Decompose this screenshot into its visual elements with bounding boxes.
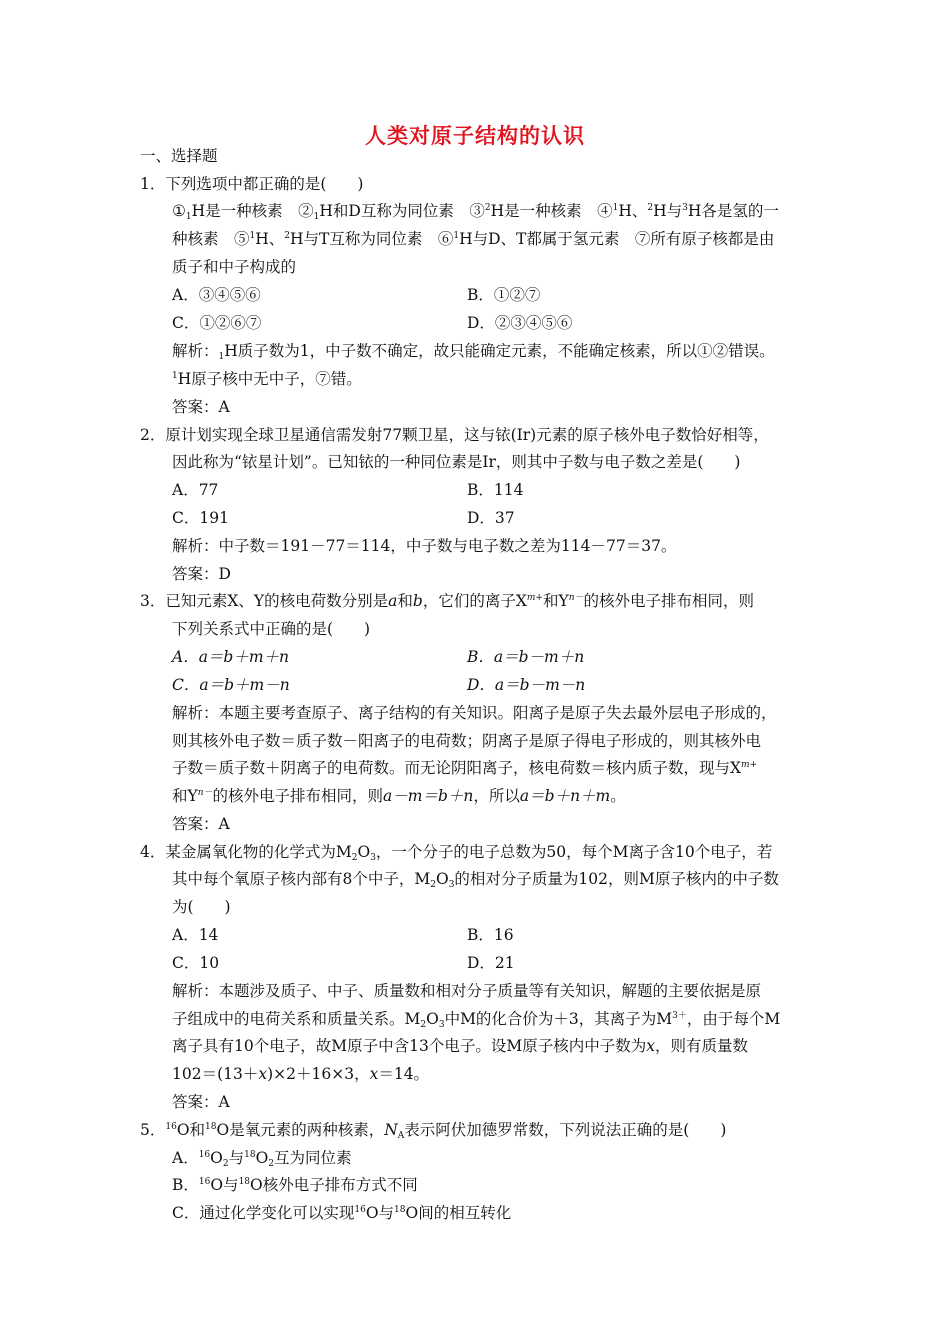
question-3-option-c: C．a＝b＋m－n (172, 676, 290, 694)
question-3-option-d: D．a＝b－m－n (467, 676, 586, 694)
question-4-option-a: A．14 (172, 926, 219, 944)
question-2-option-a: A．77 (172, 481, 219, 499)
page-title: 人类对原子结构的认识 (365, 123, 585, 148)
question-4-stem-line-1: 4．某金属氧化物的化学式为$M_2O_3$，一个分子的电子总数为50，每个M离子含10个电子，若 (140, 843, 773, 863)
section-heading: 一、选择题 (140, 147, 218, 165)
question-1-option-b: B．①②⑦ (467, 286, 541, 304)
question-3-explanation-line-3: 子数＝质子数＋阴离子的电荷数。而无论阴阳离子，核电荷数＝核内质子数，现与$X^{m+}$ (172, 759, 758, 777)
question-4-explanation-line-2: 子组成中的电荷关系和质量关系。$M_2O_3$中M的化合价为＋3，其离子为$M^{3+}$，由于每个M (172, 1010, 781, 1030)
question-3-option-a: A．a＝b＋m＋n (172, 648, 290, 666)
question-2-answer: 答案：D (172, 565, 231, 583)
question-1-option-d: D．②③④⑤⑥ (467, 314, 573, 332)
question-3-explanation-line-1: 解析：本题主要考查原子、离子结构的有关知识。阳离子是原子失去最外层电子形成的， (172, 704, 777, 722)
question-5-option-b: B．$^{16}$O与$^{18}$O核外电子排布方式不同 (172, 1176, 418, 1194)
question-1-answer: 答案：A (172, 398, 230, 416)
question-2-explanation: 解析：中子数＝191－77＝114，中子数与电子数之差为114－77＝37。 (172, 537, 677, 555)
question-3-stem-line-2: 下列关系式中正确的是( ) (172, 620, 371, 638)
question-5-stem: 5．$^{16}$O和$^{18}$O是氧元素的两种核素，$N_A$表示阿伏加德罗常数，下列说法正确的是( ) (140, 1121, 727, 1141)
question-1-explanation-line-1: 解析：$_1$H质子数为1，中子数不确定，故只能确定元素，不能确定核素，所以①②错误。 (172, 342, 775, 362)
question-3-option-b: B．a＝b－m＋n (467, 648, 585, 666)
question-1-option-c: C．①②⑥⑦ (172, 314, 262, 332)
question-1-statements-line-2: 种核素 ⑤$^1$H、$^2$H与T互称为同位素 ⑥$^1$H与D、T都属于氢元素 ⑦所有原子核都是由 (172, 230, 775, 248)
question-2-option-d: D．37 (467, 509, 515, 527)
question-1-explanation-line-2: $^1$H原子核中无中子，⑦错。 (172, 370, 362, 388)
question-5-option-a: A．$^{16}O_2$与$^{18}O_2$互为同位素 (172, 1149, 352, 1169)
question-3-explanation-line-2: 则其核外电子数＝质子数－阳离子的电荷数；阴离子是原子得电子形成的，则其核外电 (172, 732, 762, 750)
question-4-explanation-line-4: 102＝(13＋x)×2＋16×3，x＝14。 (172, 1065, 430, 1083)
question-4-explanation-line-1: 解析：本题涉及质子、中子、质量数和相对分子质量等有关知识，解题的主要依据是原 (172, 982, 762, 1000)
question-1-option-a: A．③④⑤⑥ (172, 286, 261, 304)
question-4-explanation-line-3: 离子具有10个电子，故M原子中含13个电子。设M原子核内中子数为x，则有质量数 (172, 1037, 748, 1055)
question-1-stem: 1．下列选项中都正确的是( ) (140, 175, 364, 193)
question-2-option-c: C．191 (172, 509, 229, 527)
question-1-statements-line-3: 质子和中子构成的 (172, 258, 297, 276)
question-4-stem-line-3: 为( ) (172, 898, 231, 916)
question-4-option-c: C．10 (172, 954, 220, 972)
question-3-explanation-line-4: 和$Y^{n-}$的核外电子排布相同，则a－m＝b＋n，所以a＝b＋n＋m。 (172, 787, 626, 805)
question-3-answer: 答案：A (172, 815, 230, 833)
question-3-stem-line-1: 3．已知元素X、Y的核电荷数分别是a和b，它们的离子$X^{m+}$和$Y^{n-}$的核外电子排布相同，则 (140, 592, 755, 610)
question-4-option-d: D．21 (467, 954, 515, 972)
question-4-option-b: B．16 (467, 926, 514, 944)
question-1-statements-line-1: $①_1H$是一种核素 $②_1H$和D互称为同位素 ③$^2$H是一种核素 ④$^1$H、$^2$H与$^3$H各是氢的一 (172, 202, 779, 222)
question-2-stem-line-2: 因此称为“铱星计划”。已知铱的一种同位素是Ir，则其中子数与电子数之差是( ) (172, 453, 741, 471)
question-4-stem-line-2: 其中每个氧原子核内部有8个中子，$M_2O_3$的相对分子质量为102，则M原子核内的中子数 (172, 870, 779, 890)
question-2-stem-line-1: 2．原计划实现全球卫星通信需发射77颗卫星，这与铱(Ir)元素的原子核外电子数恰好相等， (140, 426, 769, 444)
question-4-answer: 答案：A (172, 1093, 230, 1111)
question-2-option-b: B．114 (467, 481, 524, 499)
question-5-option-c: C．通过化学变化可以实现$^{16}$O与$^{18}$O间的相互转化 (172, 1204, 512, 1222)
